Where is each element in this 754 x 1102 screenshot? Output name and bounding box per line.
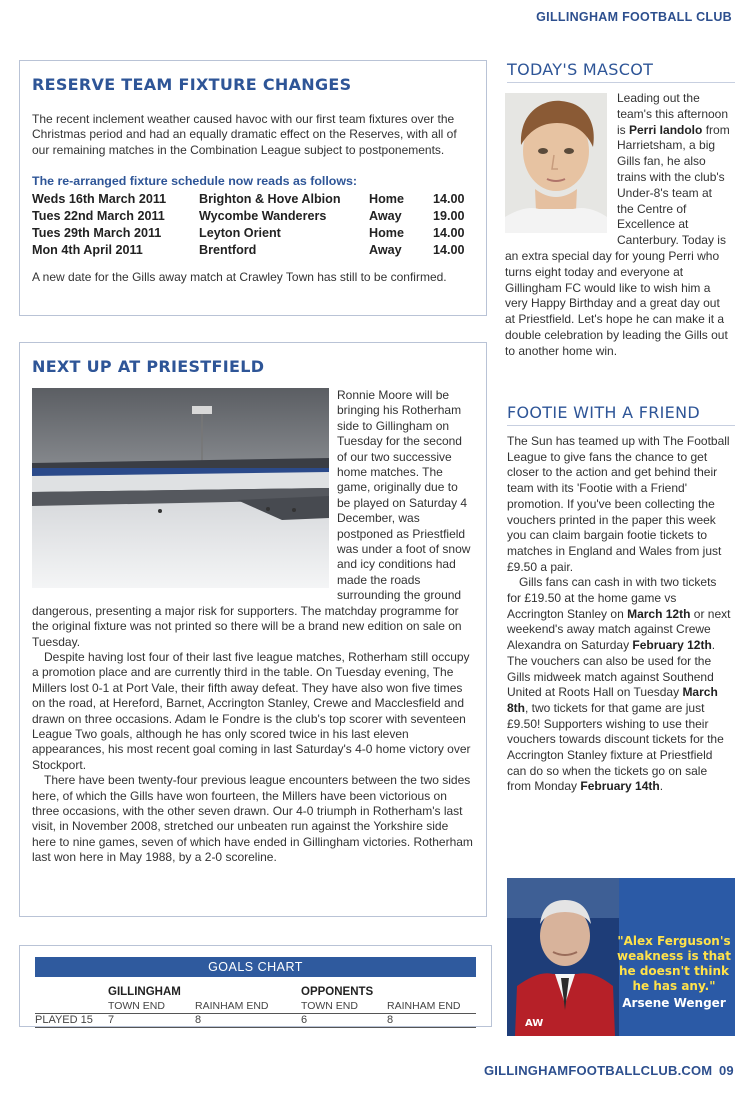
goals-chart-title: GOALS CHART	[35, 957, 476, 977]
fixture-venue: Home	[369, 191, 404, 206]
wenger-quote-box	[507, 878, 735, 1036]
next-up-paragraph-3: There have been twenty-four previous league encounters between the two sides here, of which the Gills have won fourteen, the Millers have been victorious on three occasions, with the other seven drawn. Our 4-0 triumph in Rotherham's last visit, in November 2008, stretched our unbeaten run against the Yorkshire side here to nine games, seven of which have ended in Gillingham victories. Rotherham last won here in May 1988, by a 2-0 scoreline.	[32, 773, 473, 865]
mascot-title-rule	[507, 82, 735, 83]
footie-title-rule	[507, 425, 735, 426]
schedule-heading: The re-arranged fixture schedule now reads as follows:	[32, 174, 357, 189]
fixture-date: Tues 22nd March 2011	[32, 208, 165, 223]
fixture-row	[32, 207, 473, 224]
reserve-intro: The recent inclement weather caused havoc with our first team fixtures over the Christmas period and had an equally dramatic effect on the Reserves, with all of our remaining matches in the Combination League subject to postponements.	[32, 112, 457, 157]
mascot-section	[505, 91, 731, 360]
footie-date-feb-14: February 14th	[580, 779, 660, 794]
quote-text: "Alex Ferguson's weakness is that he doesn't think he has any."	[617, 934, 731, 993]
next-up-title: NEXT UP AT PRIESTFIELD	[32, 357, 265, 376]
fixture-time: 14.00	[433, 242, 465, 257]
fixture-row	[32, 190, 473, 207]
fixture-time: 19.00	[433, 208, 465, 223]
footie-date-march-8: March 8th	[507, 685, 718, 715]
reserve-title: RESERVE TEAM FIXTURE CHANGES	[32, 75, 352, 94]
fixture-opponent: Brentford	[199, 242, 257, 257]
fixture-date: Mon 4th April 2011	[32, 242, 143, 257]
gillingham-town-end-value: 7	[108, 1014, 115, 1026]
footie-date-march-12: March 12th	[627, 606, 691, 621]
fixture-row	[32, 241, 473, 258]
page-number: 09	[719, 1063, 734, 1078]
footie-text-g: , two tickets for that game are just £9.50! Supporters wishing to use their vouchers towards discount tickets for the Accrington Stanley fixture at Priestfield can do so when the tickets go on sale from Monday	[507, 700, 724, 794]
quote-author: Arsene Wenger	[622, 996, 726, 1010]
footer-website: GILLINGHAMFOOTBALLCLUB.COM	[484, 1063, 713, 1078]
goals-subheader-row	[35, 1000, 476, 1014]
footie-text-i: .	[659, 779, 664, 794]
opponents-rainham-end-value: 8	[387, 1014, 394, 1026]
opponents-group-label: OPPONENTS	[301, 986, 374, 998]
gillingham-group-label: GILLINGHAM	[108, 986, 181, 998]
goals-bottom-line	[35, 1027, 476, 1028]
snowy-stadium-photo	[32, 388, 329, 588]
fixture-date: Weds 16th March 2011	[32, 191, 167, 206]
footie-paragraph-1: The Sun has teamed up with The Football League to give fans the chance to get closer to the action and get behind their team with its 'Footie with a Friend' promotion. If you've been collecting the vouchers printed in the paper this week you can claim bargain footie tickets to matches in England and Wales from just £9.50 a pair.	[507, 434, 730, 574]
stadium-image	[32, 388, 329, 588]
footie-text-a: Gills fans can cash in with two tickets for £19.50 at the home game vs Accrington Stanley on	[507, 575, 717, 621]
fixture-opponent: Leyton Orient	[199, 225, 281, 240]
fixture-venue: Home	[369, 225, 404, 240]
gillingham-rainham-end-value: 8	[195, 1014, 202, 1026]
fixture-time: 14.00	[433, 191, 465, 206]
gillingham-rainham-end-label: RAINHAM END	[195, 1000, 269, 1012]
aw-badge-text: AW	[525, 1018, 544, 1029]
reserve-fixtures-box	[19, 60, 487, 316]
footie-text-c: or next weekend's away match against Crewe Alexandra on Saturday	[507, 606, 731, 653]
footie-title: FOOTIE WITH A FRIEND	[507, 403, 700, 422]
fixture-time: 14.00	[433, 225, 465, 240]
fixture-venue: Away	[369, 242, 402, 257]
fixture-date: Tues 29th March 2011	[32, 225, 162, 240]
opponents-town-end-label: TOWN END	[301, 1000, 358, 1012]
opponents-rainham-end-label: RAINHAM END	[387, 1000, 461, 1012]
goals-chart-box	[19, 945, 492, 1027]
footie-section	[507, 434, 731, 795]
next-up-paragraph-1: Ronnie Moore will be bringing his Rotherham side to Gillingham on Tuesday for the second of our two successive home matches. The game, originally due to be played on Saturday 4 December, was postponed as Priestfield was under a foot of snow and icy conditions had made the roads surrounding the ground dangerous, presenting a major risk for supporters. The matchday programme for the original fixture was not printed so there will be a brand new edition on sale on Tuesday.	[32, 388, 471, 649]
gillingham-town-end-label: TOWN END	[108, 1000, 165, 1012]
opponents-town-end-value: 6	[301, 1014, 308, 1026]
mascot-text-2: from Harrietsham, a big Gills fan, he also trains with the club's Under-8's team at the Centre of Excellence at Canterbury. Today is an extra special day for young Perri who turns eight today and everyone at Gillingham FC would like to wish him a very Happy Birthday and a great day out at Priestfield. Let's hope he can make it a double celebration by leading the Gills out to another home win.	[505, 122, 730, 358]
mascot-name: Perri Iandolo	[629, 122, 703, 137]
crawley-note: A new date for the Gills away match at Crawley Town has still to be confirmed.	[32, 270, 447, 285]
footie-date-feb-12: February 12th	[632, 638, 712, 653]
fixture-opponent: Wycombe Wanderers	[199, 208, 327, 223]
next-up-paragraph-2: Despite having lost four of their last five league matches, Rotherham still occupy a promotion place and are currently third in the table. On Tuesday evening, The Millers lost 0-1 at Port Vale, their fifth away defeat. They have also won five times on the road, at Hereford, Barnet, Accrington Stanley, Crewe and Macclesfield and drawn on three occasions. Adam le Fondre is the club's top scorer with seventeen League Two goals, although he has only scored twice in his last eleven appearances, his most recent goal coming in last Saturday's 4-0 home victory over Stockport.	[32, 649, 471, 772]
mascot-title: TODAY'S MASCOT	[507, 60, 654, 79]
next-up-box	[19, 342, 487, 917]
mascot-text-1: Leading out the team's this afternoon is	[617, 91, 729, 137]
goals-group-row	[35, 986, 476, 1000]
mascot-portrait	[505, 93, 607, 233]
quote-text-block	[617, 934, 731, 1011]
fixture-row	[32, 224, 473, 241]
footie-text-e: . The vouchers can also be used for the Gills midweek match against Southend United at Roots Hall on Tuesday	[507, 638, 716, 700]
fixture-table	[32, 190, 473, 258]
fixture-venue: Away	[369, 208, 402, 223]
footie-paragraph-2	[507, 575, 731, 795]
mascot-photo	[505, 93, 607, 233]
played-label: PLAYED 15	[35, 1014, 93, 1026]
header-club-name: GILLINGHAM FOOTBALL CLUB	[536, 10, 732, 24]
goals-data-row	[35, 1014, 476, 1028]
fixture-opponent: Brighton & Hove Albion	[199, 191, 341, 206]
